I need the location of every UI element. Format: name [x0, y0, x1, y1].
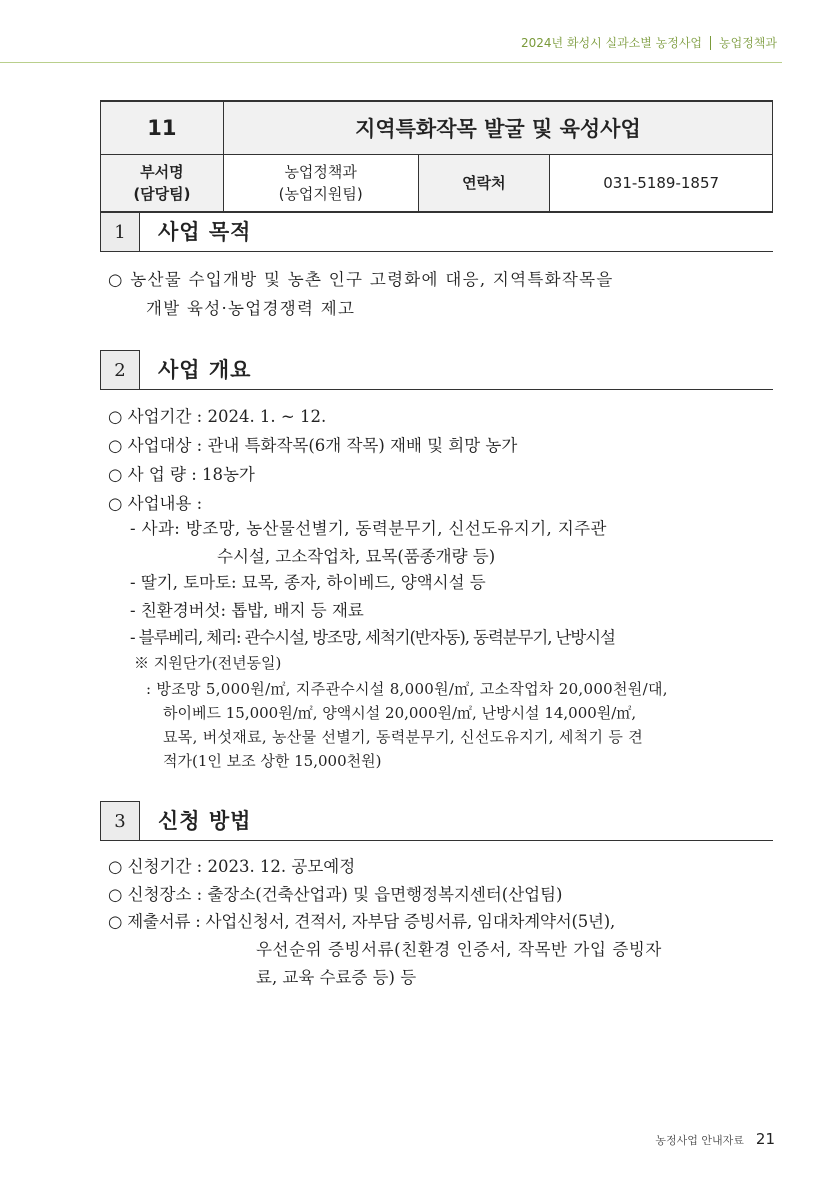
page-footer	[655, 1130, 775, 1148]
page-header	[521, 34, 777, 51]
apply-period: ○ 신청기간 : 2023. 12. 공모예정	[108, 857, 356, 876]
header-left-text: 2024년 화성시 실과소별 농정사업	[520, 36, 703, 50]
section-2-heading	[100, 350, 773, 390]
section-underline	[138, 251, 773, 252]
purpose-line-1: ○ 농산물 수입개방 및 농촌 인구 고령화에 대응, 지역특화작목을	[108, 270, 614, 289]
note-line-2: 하이베드 15,000원/㎡, 양액시설 20,000원/㎡, 난방시설 14,000원/㎡,	[163, 704, 637, 722]
section-title: 신청 방법	[158, 809, 252, 833]
note-line-1: : 방조망 5,000원/㎡, 지주관수시설 8,000원/㎡, 고소작업차 20,000천원/대,	[146, 680, 668, 698]
section-underline	[138, 840, 773, 841]
project-number: 11	[101, 101, 224, 155]
section-title: 사업 목적	[158, 220, 252, 244]
apply-place: ○ 신청장소 : 출장소(건축산업과) 및 읍면행정복지센터(산업팀)	[108, 885, 563, 904]
contact-value: 031-5189-1857	[550, 155, 773, 213]
project-info-table	[100, 100, 773, 213]
project-title: 지역특화작목 발굴 및 육성사업	[223, 101, 772, 155]
section-number: 2	[100, 350, 140, 390]
overview-content: ○ 사업내용 :	[108, 494, 203, 513]
footer-text: 농정사업 안내자료	[655, 1134, 744, 1147]
item-blueberry: - 블루베리, 체리: 관수시설, 방조망, 세척기(반자동), 동력분무기, 난방시설	[130, 628, 615, 647]
header-right-text: 농업정책과	[719, 36, 777, 50]
dept-label: 부서명	[140, 163, 184, 181]
note-line-3: 묘목, 버섯재료, 농산물 선별기, 동력분무기, 신선도유지기, 세척기 등 견	[163, 728, 644, 746]
section-3-heading	[100, 801, 773, 841]
apply-docs-line-1: ○ 제출서류 : 사업신청서, 견적서, 자부담 증빙서류, 임대차계약서(5년),	[108, 912, 616, 931]
team-value: (농업지원팀)	[278, 185, 363, 203]
section-underline	[138, 389, 773, 390]
item-apple-line-2: 수시설, 고소작업차, 묘목(품종개량 등)	[217, 547, 496, 566]
team-label: (담당팀)	[133, 185, 191, 203]
apply-docs-line-2: 우선순위 증빙서류(친환경 인증서, 작목반 가입 증빙자	[256, 940, 662, 959]
overview-target: ○ 사업대상 : 관내 특화작목(6개 작목) 재배 및 희망 농가	[108, 436, 518, 455]
dept-value-cell	[223, 155, 418, 213]
section-number: 1	[100, 212, 140, 252]
note-line-4: 적가(1인 보조 상한 15,000천원)	[163, 752, 382, 770]
section-title: 사업 개요	[158, 358, 252, 382]
item-mushroom: - 친환경버섯: 톱밥, 배지 등 재료	[130, 601, 364, 620]
overview-period: ○ 사업기간 : 2024. 1. ~ 12.	[108, 407, 327, 426]
apply-docs-line-3: 료, 교육 수료증 등) 등	[256, 968, 417, 987]
page-number: 21	[755, 1130, 775, 1148]
overview-amount: ○ 사 업 량 : 18농가	[108, 465, 255, 484]
dept-label-cell	[101, 155, 224, 213]
header-rule	[0, 62, 782, 63]
note-title: ※ 지원단가(전년동일)	[134, 654, 282, 672]
item-strawberry: - 딸기, 토마토: 묘목, 종자, 하이베드, 양액시설 등	[130, 573, 486, 592]
header-divider	[710, 36, 711, 50]
purpose-line-2: 개발 육성·농업경쟁력 제고	[146, 299, 356, 318]
contact-label: 연락처	[418, 155, 550, 213]
dept-value: 농업정책과	[284, 163, 357, 181]
section-number: 3	[100, 801, 140, 841]
section-1-heading	[100, 212, 773, 252]
item-apple-line-1: - 사과: 방조망, 농산물선별기, 동력분무기, 신선도유지기, 지주관	[130, 519, 607, 538]
